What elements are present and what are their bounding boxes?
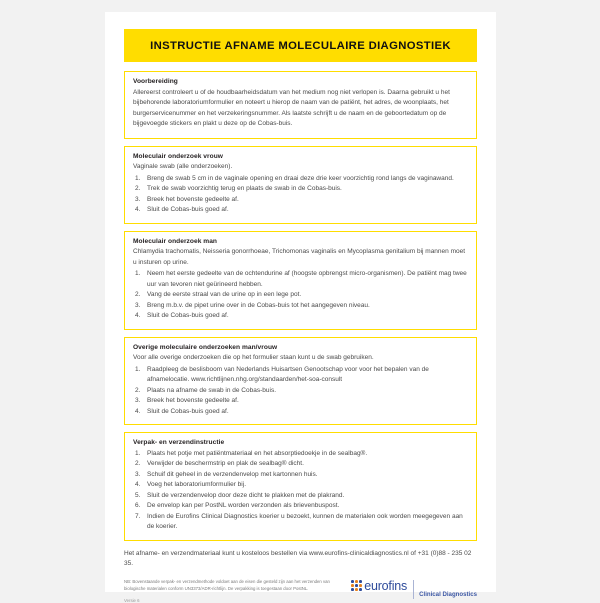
instruction-sections xyxy=(124,71,477,541)
section-heading: Moleculair onderzoek man xyxy=(133,237,218,245)
instruction-section xyxy=(124,231,477,330)
footer-left xyxy=(124,579,339,603)
document-footer xyxy=(124,579,477,603)
eurofins-dots-icon xyxy=(351,580,362,591)
section-intro-text: Allereerst controleert u of de houdbaarheidsdatum van het medium nog niet verlopen is. Daarna gebruikt u het bijbehorende laboratoriumformulier en noteert u hierop de naam van de patiënt, het adres, de woonplaats, het burgerservicenummer en het verzekeringsnummer. Als laatste schrijft u de naam en de geboortedatum op de bijgevoegde stickers en plakt u deze op de Cobas-buis. xyxy=(133,88,450,128)
step-list xyxy=(133,365,468,418)
step-item: Sluit de verzendenvelop door deze dicht te plakken met de plakrand. xyxy=(147,491,345,499)
section-heading: Overige moleculaire onderzoeken man/vrouw xyxy=(133,343,278,351)
document-page xyxy=(105,12,496,603)
section-intro-text: Chlamydia trachomatis, Neisseria gonorrhoeae, Trichomonas vaginalis en Mycoplasma genitalium bij mannen moet u insturen op urine. xyxy=(133,248,466,266)
step-item: Sluit de Cobas-buis goed af. xyxy=(147,407,229,415)
section-heading: Verpak- en verzendinstructie xyxy=(133,439,225,447)
step-item: Verwijder de beschermstrip en plak de sealbag® dicht. xyxy=(147,460,304,468)
instruction-section xyxy=(124,146,477,224)
step-item: Schuif dit geheel in de verzendenvelop met kartonnen huis. xyxy=(147,470,318,478)
eurofins-logo xyxy=(351,579,477,599)
document-title-banner xyxy=(124,29,477,62)
nb-note: NB: Bovenstaande verpak- en verzendmethode voldoet aan de eisen die gesteld zijn aan het verzenden van biologische materialen conform UN3373/ADR-richtlijn. De verpakking is toegestaan door PostNL. xyxy=(124,579,330,591)
step-item: Breng de swab 5 cm in de vaginale opening en draai deze drie keer voorzichtig rond langs de vaginawand. xyxy=(147,174,454,182)
step-item: De envelop kan per PostNL worden verzonden als brievenbuspost. xyxy=(147,502,340,510)
step-item: Sluit de Cobas-buis goed af. xyxy=(147,206,229,214)
step-item: Indien de Eurofins Clinical Diagnostics koerier u bezoekt, kunnen de materialen ook worden meegegeven aan de koerier. xyxy=(147,512,463,531)
step-item: Vang de eerste straal van de urine op in een lege pot. xyxy=(147,291,302,299)
logo-subtitle: Clinical Diagnostics xyxy=(419,591,477,598)
section-heading: Moleculair onderzoek vrouw xyxy=(133,152,223,160)
step-item: Breek het bovenste gedeelte af. xyxy=(147,195,239,203)
step-list xyxy=(133,449,468,533)
version-label: Versie 6 xyxy=(124,598,140,603)
page-title: INSTRUCTIE AFNAME MOLECULAIRE DIAGNOSTIEK xyxy=(150,39,451,52)
logo-wordmark: eurofins xyxy=(364,579,408,593)
logo-text-group xyxy=(364,580,477,599)
section-heading: Voorbereiding xyxy=(133,78,178,85)
step-item: Voeg het laboratoriumformulier bij. xyxy=(147,481,246,489)
step-item: Sluit de Cobas-buis goed af. xyxy=(147,312,229,320)
step-item: Breek het bovenste gedeelte af. xyxy=(147,397,239,405)
contact-info: Het afname- en verzendmateriaal kunt u kosteloos bestellen via www.eurofins-clinicaldiagnostics.nl of +31 (0)88 - 235 02 35. xyxy=(124,549,472,568)
instruction-section xyxy=(124,432,477,541)
step-item: Raadpleeg de beslisboom van Nederlands Huisartsen Genootschap voor voor het bepalen van de afnamelocatie. www.richtlijnen.nhg.org/standaarden/het-soa-consult xyxy=(147,365,429,384)
step-item: Breng m.b.v. de pipet urine over in de Cobas-buis tot het aangegeven niveau. xyxy=(147,301,370,309)
step-item: Plaats na afname de swab in de Cobas-buis. xyxy=(147,386,276,394)
step-item: Plaats het potje met patiëntmateriaal en het absorptiedoekje in de sealbag®. xyxy=(147,449,368,457)
instruction-section xyxy=(124,337,477,426)
document-body xyxy=(124,29,477,603)
instruction-section xyxy=(124,71,477,139)
step-list xyxy=(133,174,468,216)
logo-divider xyxy=(413,580,414,599)
step-list xyxy=(133,269,468,322)
step-item: Trek de swab voorzichtig terug en plaats de swab in de Cobas-buis. xyxy=(147,185,342,193)
section-intro-text: Voor alle overige onderzoeken die op het formulier staan kunt u de swab gebruiken. xyxy=(133,354,374,362)
step-item: Neem het eerste gedeelte van de ochtendurine af (hoogste opbrengst micro-organismen). De patiënt mag twee uur van tevoren niet geürineerd hebben. xyxy=(147,270,467,288)
section-intro-text: Vaginale swab (alle onderzoeken). xyxy=(133,163,233,171)
